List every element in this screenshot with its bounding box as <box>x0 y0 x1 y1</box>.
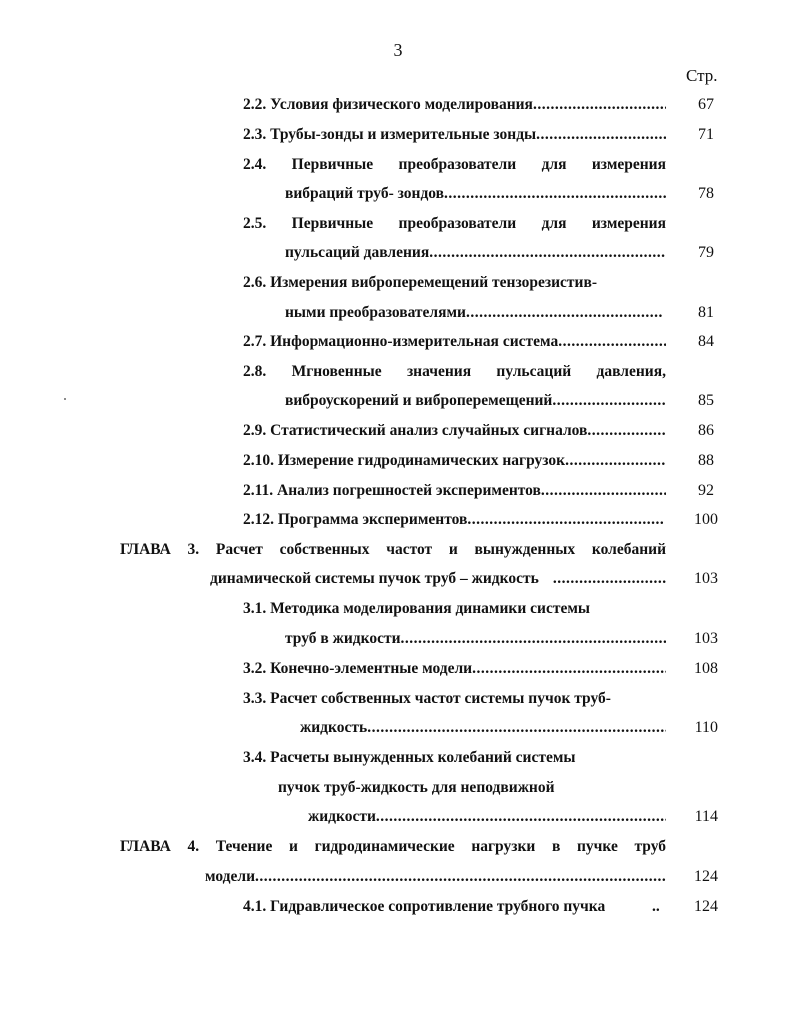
toc-entry-title: жидкости <box>308 808 376 825</box>
toc-entry-title: виброускорений и виброперемещений <box>285 392 553 409</box>
dot-leader <box>444 183 666 205</box>
toc-entry-2-5: 2.5. Первичные преобразователи для измерения <box>243 215 666 232</box>
toc-entry-2-8: 2.8. Мгновенные значения пульсаций давления, <box>243 363 666 380</box>
toc-entry-title: динамической системы пучок труб – жидкость <box>210 570 539 587</box>
dot-leader <box>536 124 666 146</box>
toc-entry-2-12 <box>243 509 663 531</box>
toc-entry-3-3-cont <box>300 717 666 739</box>
dot-leader <box>466 302 663 324</box>
toc-entry-title: 2.12. Программа экспериментов <box>243 511 468 528</box>
toc-entry-title: 2.7. Информационно-измерительная система <box>243 333 559 350</box>
toc-chapter-4: ГЛАВА 4. Течение и гидродинамические нагрузки в пучке труб <box>120 838 666 855</box>
toc-chapter-3-cont <box>210 568 666 590</box>
dot-leader <box>558 331 666 353</box>
toc-page-number: 78 <box>698 185 714 202</box>
toc-page-number: 79 <box>698 244 714 261</box>
toc-entry-2-7 <box>243 331 666 353</box>
toc-entry-4-1: 4.1. Гидравлическое сопротивление трубного пучка <box>243 898 606 915</box>
dot-leader <box>467 509 663 531</box>
toc-page-number: 86 <box>698 422 714 439</box>
toc-page-number: 114 <box>694 808 718 825</box>
toc-entry-title: 3.2. Конечно-элементные модели <box>243 660 473 677</box>
toc-entry-3-4-cont2 <box>308 806 666 828</box>
dot-leader <box>587 420 666 442</box>
toc-page-number: 103 <box>694 630 718 647</box>
dot-leader <box>472 658 666 680</box>
scan-speck <box>64 398 66 400</box>
toc-entry-title: жидкость <box>300 719 368 736</box>
toc-page-number: 103 <box>694 570 718 587</box>
toc-entry-title: 2.11. Анализ погрешностей экспериментов <box>243 482 541 499</box>
toc-page-number: 71 <box>698 126 714 143</box>
toc-entry-2-2 <box>243 94 666 116</box>
toc-entry-2-10 <box>243 450 666 472</box>
toc-entry-title: вибраций труб- зондов <box>285 185 445 202</box>
toc-chapter-4-cont <box>205 866 666 888</box>
toc-entry-3-1-cont <box>285 628 666 650</box>
toc-entry-2-8-cont <box>285 390 666 412</box>
toc-entry-3-4-cont: пучок труб-жидкость для неподвижной <box>278 779 555 796</box>
toc-entry-title: 2.10. Измерение гидродинамических нагрузок <box>243 452 566 469</box>
toc-page-number: 81 <box>698 304 714 321</box>
page-column-header: Стр. <box>686 66 718 85</box>
toc-entry-2-11 <box>243 480 666 502</box>
toc-entry-2-4: 2.4. Первичные преобразователи для измерения <box>243 156 666 173</box>
dot-leader <box>565 450 666 472</box>
toc-entry-title: ными преобразователями <box>285 304 466 321</box>
page-number: 3 <box>393 40 403 60</box>
dot-leader: .. <box>652 898 660 915</box>
toc-entry-2-6: 2.6. Измерения виброперемещений тензорезистив- <box>243 274 597 291</box>
toc-page-number: 88 <box>698 452 714 469</box>
dot-leader <box>541 480 666 502</box>
toc-entry-3-3: 3.3. Расчет собственных частот системы пучок труб- <box>243 690 611 707</box>
toc-entry-title: 2.3. Трубы-зонды и измерительные зонды <box>243 126 537 143</box>
toc-entry-3-2 <box>243 658 666 680</box>
toc-entry-2-3 <box>243 124 666 146</box>
toc-page-number: 92 <box>698 482 714 499</box>
toc-page-number: 84 <box>698 333 714 350</box>
toc-page-number: 100 <box>694 511 718 528</box>
toc-entry-title: пульсаций давления <box>285 244 430 261</box>
toc-entry-title: модели <box>205 868 256 885</box>
toc-entry-2-5-cont <box>285 242 666 264</box>
toc-entry-title: 2.2. Условия физического моделирования <box>243 96 533 113</box>
toc-page-number: 85 <box>698 392 714 409</box>
toc-page-number: 108 <box>694 660 718 677</box>
dot-leader <box>376 806 666 828</box>
toc-entry-title: 2.9. Статистический анализ случайных сигналов <box>243 422 588 439</box>
toc-page-number: 124 <box>694 868 718 885</box>
toc-entry-2-4-cont <box>285 183 666 205</box>
toc-page-number: 124 <box>694 898 718 915</box>
dot-leader <box>552 390 666 412</box>
toc-entry-3-4: 3.4. Расчеты вынужденных колебаний системы <box>243 749 576 766</box>
dot-leader <box>255 866 666 888</box>
toc-entry-2-6-cont <box>285 302 663 324</box>
toc-entry-2-9 <box>243 420 666 442</box>
dot-leader <box>429 242 666 264</box>
dot-leader <box>367 717 666 739</box>
dot-leader <box>401 628 666 650</box>
toc-entry-title: труб в жидкости <box>285 630 401 647</box>
toc-entry-3-1: 3.1. Методика моделирования динамики системы <box>243 600 590 617</box>
toc-page-number: 110 <box>694 719 718 736</box>
toc-page-number: 67 <box>698 96 714 113</box>
toc-chapter-3: ГЛАВА 3. Расчет собственных частот и вынужденных колебаний <box>120 541 666 558</box>
dot-leader <box>533 94 666 116</box>
dot-leader <box>539 568 666 590</box>
